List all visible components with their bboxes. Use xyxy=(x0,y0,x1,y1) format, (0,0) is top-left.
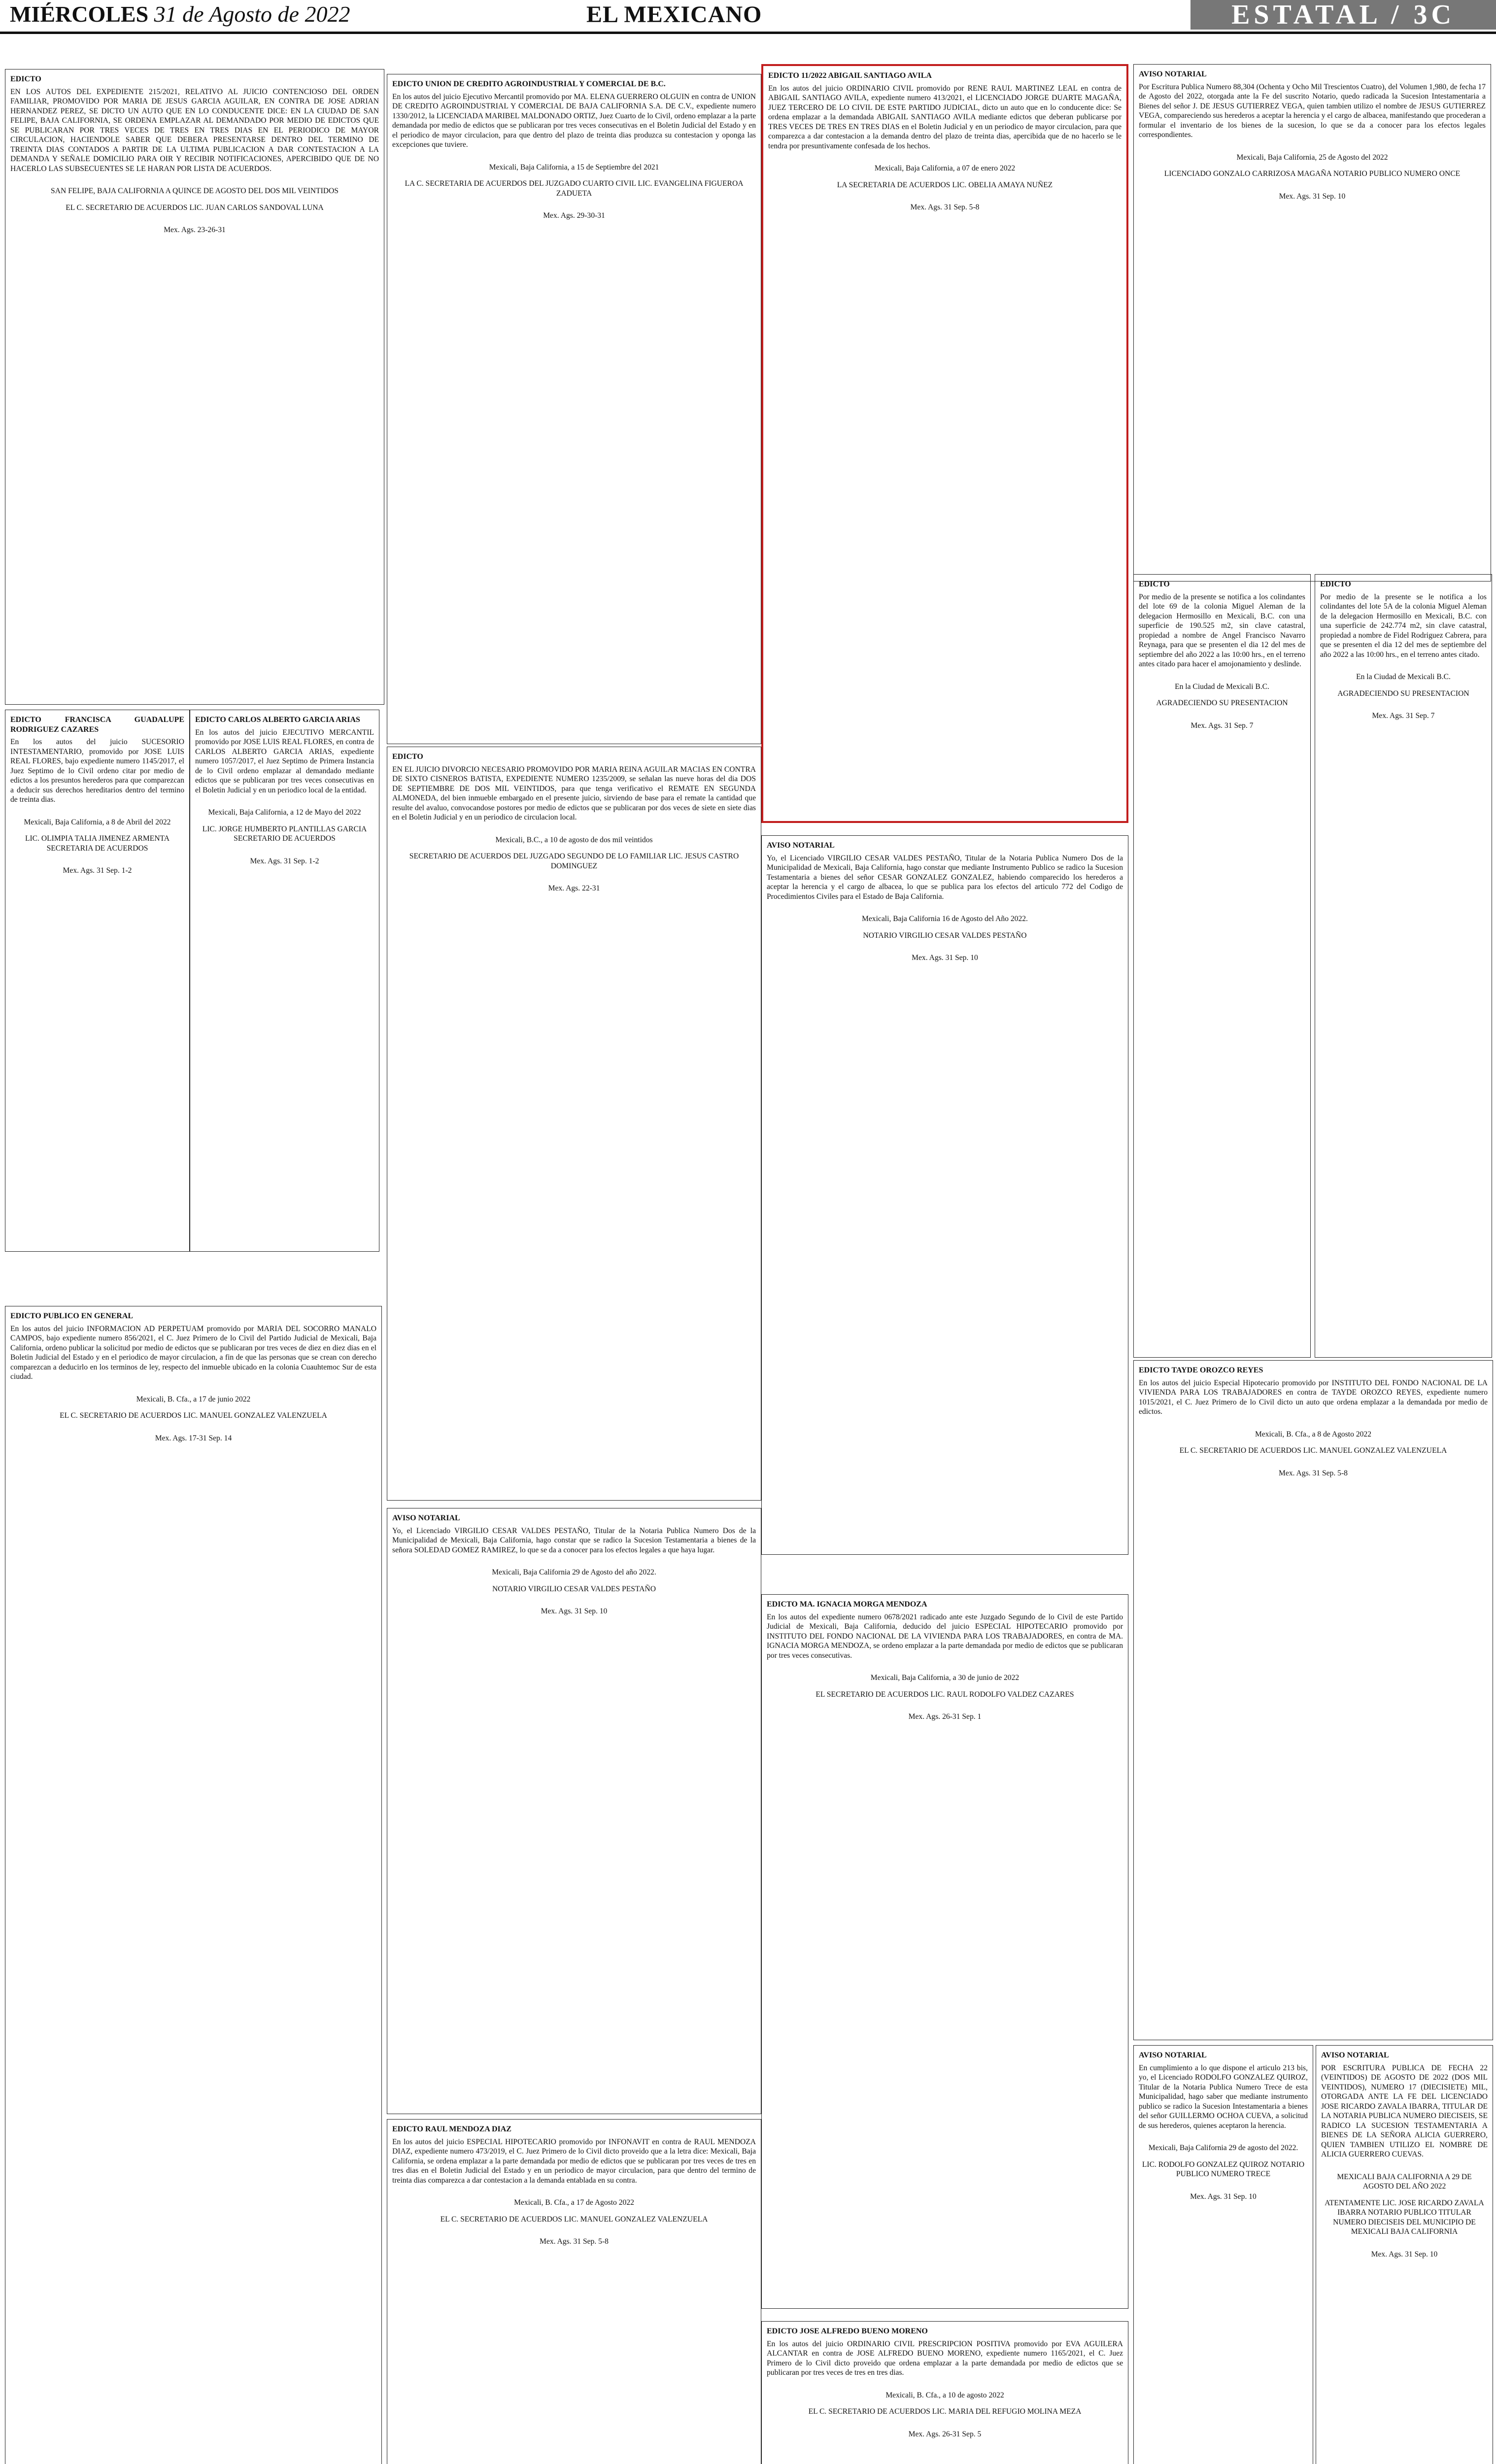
notice-signature: NOTARIO VIRGILIO CESAR VALDES PESTAÑO xyxy=(492,1584,656,1593)
legal-notice xyxy=(387,1508,761,2114)
notice-publication-dates: Mex. Ags. 31 Sep. 10 xyxy=(541,1607,608,1615)
notice-body: Por medio de la presente se le notifica a los colindantes del lote 5A de la colonia Miguel Aleman de la delegacion Hermosillo en Mexicali, B.C. con una superficie de 242.774 m2, sin clave catastral, propiedad a nombre de Fidel Rodriguez Cabrera, para que se presenten el dia 12 del mes de septiembre del año 2022 a las 10:00 hrs., en el terreno antes citado. xyxy=(1320,592,1487,659)
notice-heading: AVISO NOTARIAL xyxy=(767,841,835,850)
notice-heading: AVISO NOTARIAL xyxy=(1139,2051,1207,2059)
notice-heading: EDICTO TAYDE OROZCO REYES xyxy=(1139,1366,1263,1374)
notice-body: Por medio de la presente se notifica a los colindantes del lote 69 de la colonia Miguel Aleman de la delegacion Hermosillo en Mexicali, B.C. con una superficie de 190.525 m2, sin clave catastral, propiedad a nombre de Angel Francisco Navarro Reynaga, para que se presenten el dia 12 del mes de septiembre del año 2022 a las 10:00 hrs., en el terreno antes citado para hacer el amojonamiento y deslinde. xyxy=(1139,592,1305,668)
notice-publication-dates: Mex. Ags. 31 Sep. 5-8 xyxy=(540,2237,609,2246)
notice-body: Yo, el Licenciado VIRGILIO CESAR VALDES PESTAÑO, Titular de la Notaria Publica Numero Dos de la Municipalidad de Mexicali, Baja California, hago constar que mediante Instrumento Publico se radico la Sucesion Testamentaria a bienes del señor CESAR GONZALEZ GONZALEZ, habiendo comparecido los herederos a aceptar la herencia y el cargo de albacea, lo que se publica para los efectos del articulo 772 del Codigo de Procedimientos Civiles para el Estado de Baja California. xyxy=(767,854,1123,901)
notice-body: En los autos del juicio ORDINARIO CIVIL promovido por RENE RAUL MARTINEZ LEAL en contra de ABIGAIL SANTIAGO AVILA, expediente numero 413/2021, el LICENCIADO JORGE DUARTE MAGAÑA, JUEZ TERCERO DE LO CIVIL DE ESTE PARTIDO JUDICIAL, dicto un auto que en lo conducente dice: Se ordena emplazar a la demandada ABIGAIL SANTIAGO AVILA mediante edictos que deberan publicarse por TRES VECES DE TRES EN TRES DIAS en el Boletin Judicial y en un periodico de mayor circulacion, para que comparezca a dar contestacion a la demanda dentro del plazo de treinta dias, apercibida que de no hacerlo se le tendra por presuntivamente confesada de los hechos. xyxy=(768,84,1122,150)
legal-notice xyxy=(387,2119,761,2464)
issue-date: MIÉRCOLES 31 de Agosto de 2022 xyxy=(10,1,350,27)
legal-notice xyxy=(761,2321,1128,2464)
notice-place-date: SAN FELIPE, BAJA CALIFORNIA A QUINCE DE AGOSTO DEL DOS MIL VEINTIDOS xyxy=(51,187,339,195)
notice-publication-dates: Mex. Ags. 22-31 xyxy=(548,884,600,892)
notice-place-date: Mexicali, Baja California, a 07 de enero 2022 xyxy=(874,164,1016,172)
notice-heading: EDICTO xyxy=(392,753,423,761)
legal-notice xyxy=(761,64,1128,823)
notice-publication-dates: Mex. Ags. 31 Sep. 10 xyxy=(1190,2192,1257,2201)
legal-notice xyxy=(761,1594,1128,2309)
notice-place-date: Mexicali, Baja California, a 15 de Septiembre del 2021 xyxy=(489,163,659,171)
notice-publication-dates: Mex. Ags. 31 Sep. 5-8 xyxy=(910,203,980,211)
notice-body: En los autos del juicio Especial Hipotecario promovido por INSTITUTO DEL FONDO NACIONAL DE LA VIVIENDA PARA LOS TRABAJADORES en contra de TAYDE OROZCO REYES, expediente numero 1015/2021, el C. Juez Primero de lo Civil dicto un auto que ordena emplazar a la demandada por medio de edictos. xyxy=(1139,1378,1488,1416)
notice-place-date: Mexicali, Baja California, 25 de Agosto del 2022 xyxy=(1236,153,1388,162)
notice-body: En los autos del juicio Ejecutivo Mercantil promovido por MA. ELENA GUERRERO OLGUIN en contra de UNION DE CREDITO AGROINDUSTRIAL Y COMERCIAL DE BAJA CALIFORNIA S.A. DE C.V., expediente numero 1330/2012, la LICENCIADA MARIBEL MALDONADO ORTIZ, Juez Cuarto de lo Civil, ordeno emplazar a la parte demandada por medio de edictos que se publicaran por tres veces consecutivas en el Boletin Judicial del Estado y en el periodico de mayor circulacion, para que dentro del plazo de treinta dias produzca su contestacion y oponga las excepciones que tuviere. xyxy=(392,92,756,149)
notice-publication-dates: Mex. Ags. 31 Sep. 7 xyxy=(1190,721,1254,730)
notice-publication-dates: Mex. Ags. 31 Sep. 5-8 xyxy=(1279,1469,1348,1477)
notice-signature: LA C. SECRETARIA DE ACUERDOS DEL JUZGADO CUARTO CIVIL LIC. EVANGELINA FIGUEROA ZADUETA xyxy=(405,179,744,198)
notice-heading: AVISO NOTARIAL xyxy=(1321,2051,1389,2059)
notice-publication-dates: Mex. Ags. 31 Sep. 7 xyxy=(1372,712,1435,720)
notice-signature: LIC. OLIMPIA TALIA JIMENEZ ARMENTA SECRETARIA DE ACUERDOS xyxy=(25,834,170,853)
legal-notice xyxy=(5,710,190,1252)
notice-body: EN EL JUICIO DIVORCIO NECESARIO PROMOVIDO POR MARIA REINA AGUILAR MACIAS EN CONTRA DE SIXTO CISNEROS BATISTA, EXPEDIENTE NUMERO 1235/2009, se señalan las nueve horas del dia DOS DE SEPTIEMBRE DE DOS MIL VEINTIDOS, para que tenga verificativo el REMATE EN SEGUNDA ALMONEDA, del bien inmueble embargado en el presente juicio, sirviendo de base para el remate la cantidad que resulte del avaluo, convocandose postores por medio de edictos que se publicaran por dos veces de siete en siete dias en el Boletin Judicial y en un periodico de circulacion local. xyxy=(392,765,756,821)
notice-place-date: Mexicali, B. Cfa., a 17 de Agosto 2022 xyxy=(514,2198,634,2207)
newspaper-name: EL MEXICANO xyxy=(586,1,762,28)
legal-notice xyxy=(5,69,384,705)
notice-body: En los autos del expediente numero 0678/2021 radicado ante este Juzgado Segundo de lo Civil de este Partido Judicial de Mexicali, Baja California, deducido del juicio ESPECIAL HIPOTECARIO promovido por INSTITUTO DEL FONDO NACIONAL DE LA VIVIENDA PARA LOS TRABAJADORES, en contra de MA. IGNACIA MORGA MENDOZA, se ordeno emplazar a la parte demandada por medio de edictos que se publicaran por tres veces consecutivas. xyxy=(767,1612,1123,1660)
notice-heading: EDICTO xyxy=(1139,580,1170,588)
notice-heading: EDICTO PUBLICO EN GENERAL xyxy=(10,1312,134,1320)
notice-heading: AVISO NOTARIAL xyxy=(392,1514,460,1522)
legal-notice xyxy=(761,835,1128,1555)
notice-body: POR ESCRITURA PUBLICA DE FECHA 22 (VEINTIDOS) DE AGOSTO DE 2022 (DOS MIL VEINTIDOS), NUMERO 17 (DIECISIETE) MIL, OTORGADA ANTE LA FE DEL LICENCIADO JOSE RICARDO ZAVALA IBARRA, TITULAR DE LA NOTARIA PUBLICA NUMERO DIECISEIS, SE RADICO LA SUCESION TESTAMENTARIA A BIENES DE LA SEÑORA ALICIA GUERRERO, QUIEN TAMBIEN UTILIZO EL NOMBRE DE ALICIA GUERRERO CUEVAS. xyxy=(1321,2063,1488,2158)
notice-body: Por Escritura Publica Numero 88,304 (Ochenta y Ocho Mil Trescientos Cuatro), del Volumen 1,980, de fecha 17 de Agosto del 2022, otorgada ante la Fe del suscrito Notario, quedo radicada la Sucesion Intestamentaria a Bienes del señor J. DE JESUS GUTIERREZ VEGA, quien tambien utilizo el nombre de JESUS GUTIERREZ VEGA, compareciendo sus herederos a aceptar la herencia y el cargo de albacea, manifestando que procederan a formular el inventario de los bienes de la sucesion, lo que se da a conocer para los efectos legales correspondientes. xyxy=(1139,82,1486,139)
notice-signature: EL C. SECRETARIO DE ACUERDOS LIC. MANUEL GONZALEZ VALENZUELA xyxy=(60,1411,327,1420)
notice-place-date: Mexicali, Baja California, a 12 de Mayo del 2022 xyxy=(208,808,361,817)
notice-publication-dates: Mex. Ags. 29-30-31 xyxy=(543,211,605,220)
notice-body: EN LOS AUTOS DEL EXPEDIENTE 215/2021, RELATIVO AL JUICIO CONTENCIOSO DEL ORDEN FAMILIAR, PROMOVIDO POR MARIA DE JESUS GARCIA AGUILAR, EN CONTRA DE JOSE ADRIAN HERNANDEZ PEREZ, SE DICTO UN AUTO QUE EN LO CONDUCENTE DICE: EN LA CIUDAD DE SAN FELIPE, BAJA CALIFORNIA, SE ORDENA EMPLAZAR AL DEMANDADO POR MEDIO DE EDICTOS QUE SE PUBLICARAN POR TRES VECES DE TRES EN TRES DIAS EN EL PERIODICO DE MAYOR CIRCULACION, HACIENDOLE SABER QUE DEBERA PRESENTARSE DENTRO DEL TERMINO DE TREINTA DIAS CONTADOS A PARTIR DE LA ULTIMA PUBLICACION A DAR CONTESTACION A LA DEMANDA Y SEÑALE DOMICILIO PARA OIR Y RECIBIR NOTIFICACIONES, APERCIBIDO QUE DE NO HACERLO LAS SUBSECUENTES SE LE HARAN POR LISTA DE ACUERDOS. xyxy=(10,87,379,173)
notice-heading: EDICTO FRANCISCA GUADALUPE RODRIGUEZ CAZARES xyxy=(10,716,184,734)
notice-place-date: Mexicali, Baja California 29 de agosto del 2022. xyxy=(1148,2144,1298,2152)
notice-publication-dates: Mex. Ags. 23-26-31 xyxy=(164,226,226,234)
notice-body: En los autos del juicio INFORMACION AD PERPETUAM promovido por MARIA DEL SOCORRO MANALO CAMPOS, bajo expediente numero 856/2021, el C. Juez Primero de lo Civil del Partido Judicial de Mexicali, Baja California, ordeno publicar la solicitud por medio de edictos que se publicaran por tres veces de diez en diez dias en el Boletin Judicial del Estado y en el periodico de mayor circulacion, a fin de que las personas que se crean con derecho comparezcan a deducirlo en los terminos de ley, respecto del inmueble ubicado en la colonia Cuauhtemoc Sur de esta ciudad. xyxy=(10,1324,376,1381)
legal-notice xyxy=(387,747,761,1501)
notice-publication-dates: Mex. Ags. 31 Sep. 1-2 xyxy=(63,866,132,875)
notice-heading: EDICTO MA. IGNACIA MORGA MENDOZA xyxy=(767,1600,927,1608)
notice-heading: EDICTO CARLOS ALBERTO GARCIA ARIAS xyxy=(195,716,360,724)
notice-heading: EDICTO xyxy=(1320,580,1351,588)
notice-signature: LICENCIADO GONZALO CARRIZOSA MAGAÑA NOTARIO PUBLICO NUMERO ONCE xyxy=(1164,170,1461,178)
notice-place-date: Mexicali, B. Cfa., a 17 de junio 2022 xyxy=(136,1395,251,1403)
legal-notice xyxy=(1133,64,1491,582)
notice-signature: EL C. SECRETARIO DE ACUERDOS LIC. JUAN CARLOS SANDOVAL LUNA xyxy=(66,203,324,212)
notice-heading: EDICTO 11/2022 ABIGAIL SANTIAGO AVILA xyxy=(768,71,932,80)
notice-place-date: Mexicali, Baja California, a 8 de Abril del 2022 xyxy=(24,818,171,826)
notice-signature: SECRETARIO DE ACUERDOS DEL JUZGADO SEGUNDO DE LO FAMILIAR LIC. JESUS CASTRO DOMINGUEZ xyxy=(409,852,739,870)
notice-signature: AGRADECIENDO SU PRESENTACION xyxy=(1337,689,1469,698)
notice-body: En los autos del juicio SUCESORIO INTESTAMENTARIO, promovido por JOSE LUIS REAL FLORES, bajo expediente numero 1145/2017, el Juez Septimo de lo Civil ordeno citar por medio de edictos a los presuntos herederos para que comparezcan a deducir sus derechos hereditarios dentro del termino de treinta dias. xyxy=(10,738,184,804)
notice-place-date: Mexicali, B. Cfa., a 10 de agosto 2022 xyxy=(885,2391,1004,2399)
notice-place-date: Mexicali, B.C., a 10 de agosto de dos mil veintidos xyxy=(495,835,653,844)
notice-place-date: Mexicali, Baja California, a 30 de junio de 2022 xyxy=(870,1674,1020,1682)
notice-heading: EDICTO RAUL MENDOZA DIAZ xyxy=(392,2125,511,2133)
legal-notice xyxy=(1133,1360,1493,2040)
notice-publication-dates: Mex. Ags. 26-31 Sep. 1 xyxy=(908,1712,982,1721)
notice-publication-dates: Mex. Ags. 31 Sep. 1-2 xyxy=(250,856,319,865)
legal-notice xyxy=(1315,574,1492,1358)
notice-signature: EL C. SECRETARIO DE ACUERDOS LIC. MANUEL GONZALEZ VALENZUELA xyxy=(1179,1446,1447,1455)
notice-place-date: En la Ciudad de Mexicali B.C. xyxy=(1175,682,1269,691)
notice-body: En los autos del juicio ORDINARIO CIVIL PRESCRIPCION POSITIVA promovido por EVA AGUILERA ALCANTAR en contra de JOSE ALFREDO BUENO MORENO, expediente numero 1165/2021, el C. Juez Primero de lo Civil dicto proveido que ordena emplazar a la parte demandada por medio de edictos que se publicaran por tres veces de tres en tres dias. xyxy=(767,2339,1123,2377)
notice-signature: LA SECRETARIA DE ACUERDOS LIC. OBELIA AMAYA NUÑEZ xyxy=(837,180,1053,189)
notice-body: En los autos del juicio EJECUTIVO MERCANTIL promovido por JOSE LUIS REAL FLORES, en contra de CARLOS ALBERTO GARCIA ARIAS, expediente numero 1057/2017, el Juez Septimo de Primera Instancia de lo Civil ordeno emplazar al demandado mediante edictos que se publicaran por tres veces consecutivas en el Boletin Judicial y en un periodico local de la entidad. xyxy=(195,728,374,794)
legal-notice xyxy=(5,1306,382,2464)
notice-heading: EDICTO JOSE ALFREDO BUENO MORENO xyxy=(767,2327,928,2335)
notice-body: En cumplimiento a lo que dispone el articulo 213 bis, yo, el Licenciado RODOLFO GONZALEZ QUIROZ, Titular de la Notaria Publica Numero Trece de esta Municipalidad, hago saber que mediante instrumento publico se radico la Sucesion Intestamentaria a bienes del señor GUILLERMO OCHOA CUEVA, a solicitud de sus herederos, quienes aceptaron la herencia. xyxy=(1139,2063,1308,2130)
notice-signature: ATENTAMENTE LIC. JOSE RICARDO ZAVALA IBARRA NOTARIO PUBLICO TITULAR NUMERO DIECISEIS DEL MUNICIPIO DE MEXICALI BAJA CALIFORNIA xyxy=(1325,2198,1484,2236)
legal-notice xyxy=(387,74,761,744)
notice-publication-dates: Mex. Ags. 26-31 Sep. 5 xyxy=(908,2430,982,2438)
notice-body: Yo, el Licenciado VIRGILIO CESAR VALDES PESTAÑO, Titular de la Notaria Publica Numero Dos de la Municipalidad de Mexicali, Baja California, hago constar que se radico la Sucesion Testamentaria a bienes de la señora SOLEDAD GOMEZ RAMIREZ, lo que se da a conocer para los efectos legales a que haya lugar. xyxy=(392,1526,756,1554)
legal-notice xyxy=(1133,2045,1313,2464)
notice-signature: LIC. RODOLFO GONZALEZ QUIROZ NOTARIO PUBLICO NUMERO TRECE xyxy=(1142,2160,1305,2178)
notice-place-date: En la Ciudad de Mexicali B.C. xyxy=(1356,673,1451,681)
notice-heading: EDICTO UNION DE CREDITO AGROINDUSTRIAL Y COMERCIAL DE B.C. xyxy=(392,80,666,88)
notice-signature: LIC. JORGE HUMBERTO PLANTILLAS GARCIA SECRETARIO DE ACUERDOS xyxy=(202,824,367,843)
notice-heading: EDICTO xyxy=(10,75,41,83)
notice-signature: AGRADECIENDO SU PRESENTACION xyxy=(1156,699,1288,707)
notice-signature: EL SECRETARIO DE ACUERDOS LIC. RAUL RODOLFO VALDEZ CAZARES xyxy=(816,1690,1074,1699)
notice-body: En los autos del juicio ESPECIAL HIPOTECARIO promovido por INFONAVIT en contra de RAUL MENDOZA DIAZ, expediente numero 473/2019, el C. Juez Primero de lo Civil dicto proveido que a la letra dice: Mexicali, Baja California, se ordena emplazar a la parte demandada por medio de edictos que se publicaran por tres veces de tres en tres dias en el Boletin Judicial del Estado y en un periodico de mayor circulacion, para que dentro del termino de treinta dias comparezca a dar contestacion a la demanda entablada en su contra. xyxy=(392,2137,756,2185)
notice-place-date: Mexicali, B. Cfa., a 8 de Agosto 2022 xyxy=(1255,1430,1372,1438)
section-label: ESTATAL / 3C xyxy=(1190,0,1496,30)
notice-place-date: Mexicali, Baja California 16 de Agosto del Año 2022. xyxy=(862,915,1028,923)
notice-heading: AVISO NOTARIAL xyxy=(1139,70,1207,78)
notice-signature: EL C. SECRETARIO DE ACUERDOS LIC. MARIA DEL REFUGIO MOLINA MEZA xyxy=(808,2407,1082,2416)
legal-notice xyxy=(190,710,379,1252)
masthead-rule xyxy=(0,32,1496,34)
notice-publication-dates: Mex. Ags. 31 Sep. 10 xyxy=(912,954,978,962)
notice-place-date: Mexicali, Baja California 29 de Agosto del año 2022. xyxy=(492,1568,656,1576)
notice-publication-dates: Mex. Ags. 17-31 Sep. 14 xyxy=(155,1434,232,1442)
notice-publication-dates: Mex. Ags. 31 Sep. 10 xyxy=(1371,2250,1438,2259)
legal-notice xyxy=(1133,574,1311,1358)
notice-signature: EL C. SECRETARIO DE ACUERDOS LIC. MANUEL GONZALEZ VALENZUELA xyxy=(440,2215,708,2224)
notice-signature: NOTARIO VIRGILIO CESAR VALDES PESTAÑO xyxy=(863,931,1027,940)
notice-publication-dates: Mex. Ags. 31 Sep. 10 xyxy=(1279,192,1346,201)
legal-notice xyxy=(1316,2045,1493,2464)
notice-place-date: MEXICALI BAJA CALIFORNIA A 29 DE AGOSTO DEL AÑO 2022 xyxy=(1337,2172,1472,2190)
masthead xyxy=(0,0,1496,30)
